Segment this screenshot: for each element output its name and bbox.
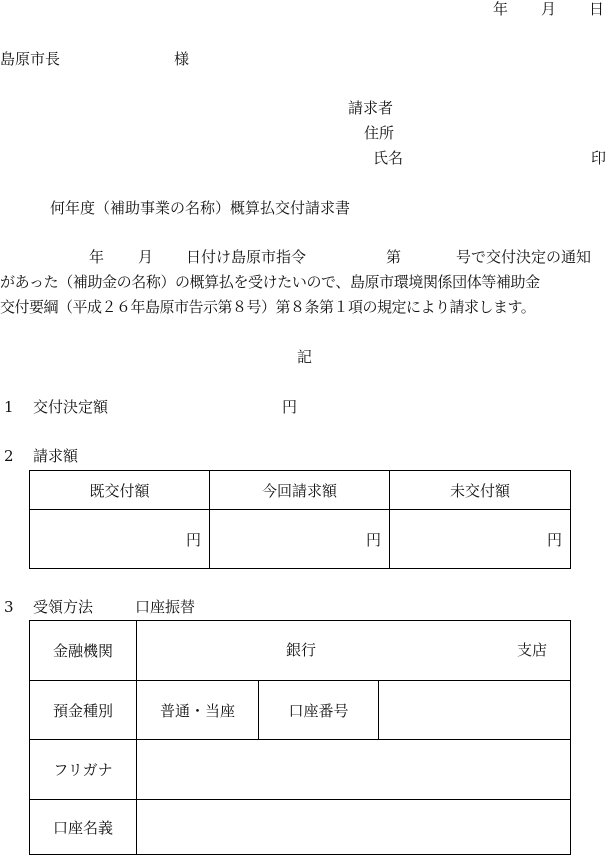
section1-label: 交付決定額 bbox=[33, 398, 109, 416]
seal-mark: 印 bbox=[591, 149, 607, 167]
account-name-field[interactable] bbox=[137, 800, 571, 855]
unpaid-field[interactable]: 円 bbox=[390, 510, 571, 569]
deposit-type-option[interactable]: 普通・当座 bbox=[137, 681, 259, 740]
request-amount-table bbox=[29, 470, 571, 569]
addressee-honorific: 様 bbox=[174, 50, 190, 68]
body-line1-end: 号で交付決定の通知 bbox=[456, 248, 592, 266]
bank-account-table bbox=[29, 620, 571, 855]
body-line3: 交付要綱（平成２６年島原市告示第８号）第８条第１項の規定により請求します。 bbox=[0, 298, 536, 316]
date-month-label: 月 bbox=[541, 0, 557, 18]
account-name-row bbox=[30, 800, 571, 855]
furigana-row bbox=[30, 740, 571, 800]
deposit-row bbox=[30, 681, 571, 740]
account-number-field[interactable] bbox=[379, 681, 571, 740]
date-year-label: 年 bbox=[493, 0, 509, 18]
header-unpaid: 未交付額 bbox=[390, 471, 571, 510]
receipt-method-value: 口座振替 bbox=[135, 598, 196, 616]
date-day-label: 日 bbox=[589, 0, 605, 18]
section1-unit: 円 bbox=[282, 398, 298, 416]
body-line2: があった（補助金の名称）の概算払を受けたいので、島原市環境関係団体等補助金 bbox=[0, 273, 540, 291]
account-number-label: 口座番号 bbox=[259, 681, 379, 740]
body-day-text: 日付け島原市指令 bbox=[186, 248, 307, 266]
addressee-name: 島原市長 bbox=[0, 50, 61, 68]
request-amount-value-row bbox=[30, 510, 571, 569]
document-title: 何年度（補助事業の名称）概算払交付請求書 bbox=[50, 199, 351, 217]
branch-suffix: 支店 bbox=[517, 641, 548, 659]
body-number-prefix: 第 bbox=[386, 248, 402, 266]
header-previously-paid: 既交付額 bbox=[30, 471, 210, 510]
requester-label: 請求者 bbox=[348, 99, 394, 117]
bank-row bbox=[30, 621, 571, 681]
current-request-field[interactable]: 円 bbox=[210, 510, 390, 569]
furigana-field[interactable] bbox=[137, 740, 571, 800]
deposit-type-label: 預金種別 bbox=[30, 681, 137, 740]
section2-number: 2 bbox=[4, 447, 14, 465]
body-year: 年 bbox=[89, 248, 105, 266]
previously-paid-field[interactable]: 円 bbox=[30, 510, 210, 569]
section2-label: 請求額 bbox=[33, 447, 79, 465]
header-current-request: 今回請求額 bbox=[210, 471, 390, 510]
section3-label: 受領方法 bbox=[33, 598, 94, 616]
bank-name-field[interactable] bbox=[137, 621, 571, 681]
request-amount-header-row bbox=[30, 471, 571, 510]
body-month: 月 bbox=[138, 248, 154, 266]
bank-suffix: 銀行 bbox=[286, 641, 317, 659]
furigana-label: フリガナ bbox=[30, 740, 137, 800]
requester-name-label: 氏名 bbox=[373, 149, 404, 167]
bank-label: 金融機関 bbox=[30, 621, 137, 681]
section1-number: 1 bbox=[4, 398, 14, 416]
section3-number: 3 bbox=[4, 598, 14, 616]
requester-address-label: 住所 bbox=[364, 124, 395, 142]
account-name-label: 口座名義 bbox=[30, 800, 137, 855]
ki-heading: 記 bbox=[297, 348, 313, 366]
